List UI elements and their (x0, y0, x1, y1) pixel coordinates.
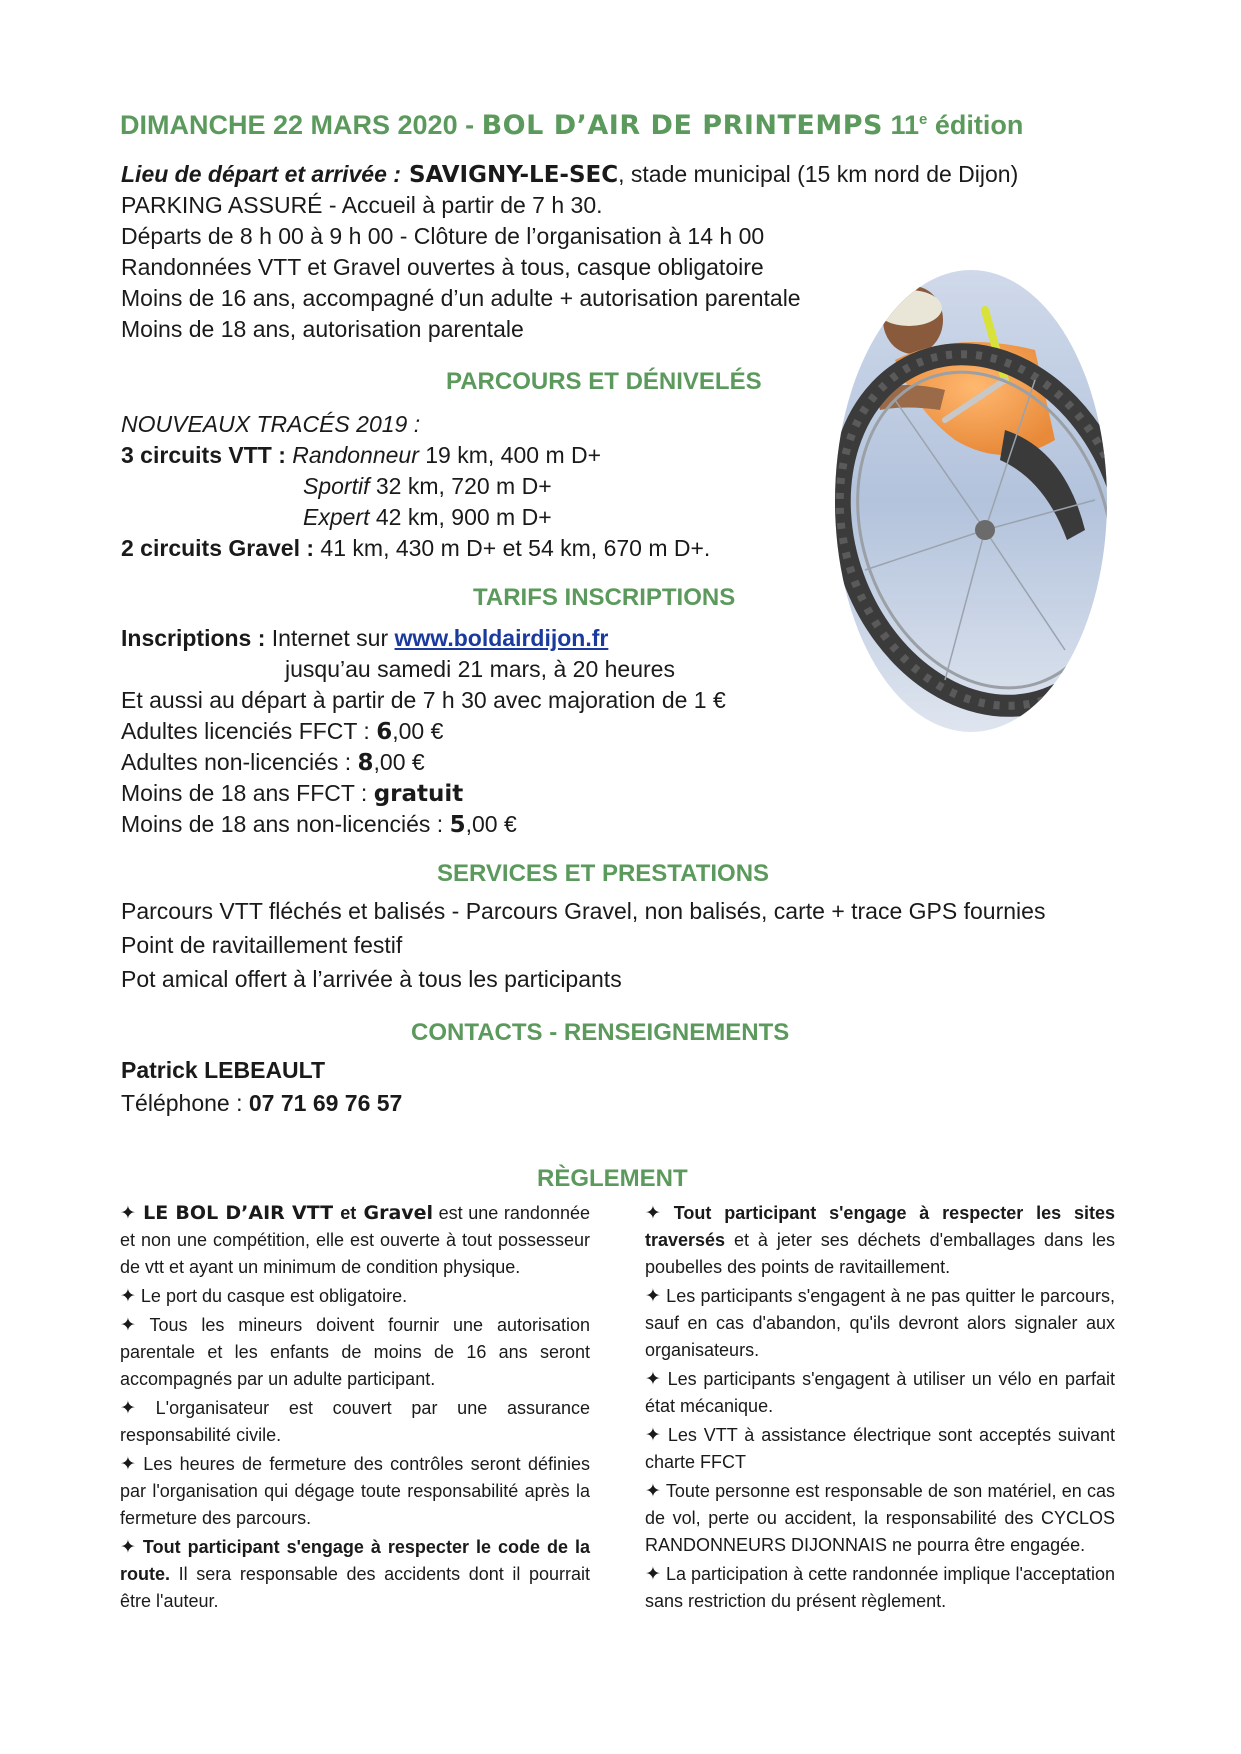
reglement-heading: RÈGLEMENT (537, 1165, 688, 1192)
moins18-ffct-line (121, 778, 463, 810)
reglement-left-text: Le port du casque est obligatoire. (135, 1286, 408, 1306)
title-event: BOL D’AIR DE PRINTEMPS (481, 110, 883, 141)
gravel-detail: 41 km, 430 m D+ et 54 km, 670 m D+. (314, 535, 711, 561)
moins18-line: Moins de 18 ans, autorisation parentale (121, 316, 524, 342)
reglement-right-column (645, 1200, 1115, 1617)
lieu-rest: , stade municipal (15 km nord de Dijon) (618, 161, 1019, 187)
vtt-line-3 (303, 502, 552, 533)
moins18-ffct-value: gratuit (373, 781, 464, 807)
reglement-left-item (120, 1534, 590, 1615)
reglement-right-item (645, 1422, 1115, 1476)
reglement-left-text: Tous les mineurs doivent fournir une autorisation parentale et les enfants de moins de 16 ans seront accompagnés par un adulte participant. (120, 1315, 590, 1389)
parking-line: PARKING ASSURÉ - Accueil à partir de 7 h 30. (121, 192, 603, 218)
moins18-nonlic-cents: ,00 € (465, 811, 517, 837)
reglement-left-item (120, 1395, 590, 1449)
reglement-code-route: Tout participant s'engage à respecter le code de la route. (120, 1537, 590, 1584)
moins18-nonlic-line (121, 809, 517, 841)
reglement-respect-sites: Tout participant s'engage à respecter les sites traversés (645, 1203, 1115, 1250)
gravel-line (121, 533, 710, 564)
bike-photo (835, 270, 1107, 732)
reglement-left-text: Il sera responsable des accidents dont il pourrait être l'auteur. (120, 1564, 590, 1611)
vtt-label: 3 circuits VTT : (121, 442, 286, 468)
reglement-right-text: La participation à cette randonnée implique l'acceptation sans restriction du présent règlement. (645, 1564, 1115, 1611)
circuit-sportif: Sportif (303, 473, 370, 499)
adultes-nonlicencies-cents: ,00 € (373, 749, 425, 775)
adultes-nonlicencies-line (121, 747, 425, 779)
lieu-label: Lieu de départ et arrivée : (121, 161, 401, 187)
reglement-gravel: Gravel (356, 1202, 434, 1224)
moins18-nonlic-label: Moins de 18 ans non-licenciés : (121, 811, 450, 837)
title-edition-sup: e (919, 111, 928, 128)
tarifs-heading: TARIFS INSCRIPTIONS (473, 584, 736, 611)
star-icon: ✦ (120, 1286, 136, 1307)
parcours-heading: PARCOURS ET DÉNIVELÉS (446, 368, 762, 395)
adultes-nonlicencies-price: 8 (357, 750, 374, 776)
contact-name: Patrick LEBEAULT (121, 1057, 326, 1083)
inscriptions-line (121, 623, 608, 654)
star-icon: ✦ (120, 1203, 136, 1224)
reglement-right-text: Les participants s'engagent à utiliser un vélo en parfait état mécanique. (645, 1369, 1115, 1416)
vtt-line-2 (303, 471, 552, 502)
star-icon: ✦ (645, 1564, 661, 1585)
reglement-left-column (120, 1200, 590, 1617)
nouveaux-traces: NOUVEAUX TRACÉS 2019 : (121, 411, 421, 437)
page-title (120, 110, 1023, 141)
inscriptions-until: jusqu’au samedi 21 mars, à 20 heures (285, 656, 675, 682)
reglement-right-item (645, 1561, 1115, 1615)
reglement-right-item (645, 1366, 1115, 1420)
vtt-line-1 (121, 440, 601, 471)
reglement-left-item (120, 1200, 590, 1281)
adultes-licencies-line (121, 716, 443, 748)
inscriptions-label: Inscriptions : (121, 625, 266, 651)
inscriptions-text: Internet sur (265, 625, 395, 651)
reglement-left-item (120, 1283, 590, 1310)
title-edition-word: édition (927, 110, 1024, 140)
reglement-right-text: Les participants s'engagent à ne pas quitter le parcours, sauf en cas d'abandon, qu'ils devront alors signaler aux organisateurs. (645, 1286, 1115, 1360)
adultes-nonlicencies-label: Adultes non-licenciés : (121, 749, 358, 775)
circuit-sportif-detail: 32 km, 720 m D+ (369, 473, 552, 499)
adultes-licencies-label: Adultes licenciés FFCT : (121, 718, 377, 744)
aussi-line: Et aussi au départ à partir de 7 h 30 avec majoration de 1 € (121, 687, 726, 713)
reglement-right-text: Les VTT à assistance électrique sont acceptés suivant charte FFCT (645, 1425, 1115, 1472)
reglement-right-item (645, 1200, 1115, 1281)
star-icon: ✦ (645, 1369, 661, 1390)
departs-line: Départs de 8 h 00 à 9 h 00 - Clôture de l’organisation à 14 h 00 (121, 223, 765, 249)
lieu-line (121, 159, 1018, 191)
services-line-2: Point de ravitaillement festif (121, 932, 403, 958)
moins18-nonlic-price: 5 (449, 812, 466, 838)
gravel-label: 2 circuits Gravel : (121, 535, 315, 561)
contact-phone-line (121, 1088, 402, 1119)
services-line-3: Pot amical offert à l’arrivée à tous les participants (121, 966, 622, 992)
adultes-licencies-cents: ,00 € (392, 718, 444, 744)
reglement-left-text: L'organisateur est couvert par une assurance responsabilité civile. (120, 1398, 590, 1445)
star-icon: ✦ (645, 1286, 661, 1307)
services-heading: SERVICES ET PRESTATIONS (437, 860, 770, 887)
star-icon: ✦ (120, 1315, 136, 1336)
title-date: DIMANCHE 22 MARS 2020 - (120, 110, 482, 140)
title-edition-num: 11 (882, 110, 920, 140)
reglement-left-text: est une randonnée et non une compétition, elle est ouverte à tout possesseur de vtt et ayant un minimum de condition physique. (120, 1203, 590, 1277)
star-icon: ✦ (120, 1537, 136, 1558)
reglement-left-item (120, 1451, 590, 1532)
star-icon: ✦ (120, 1398, 136, 1419)
star-icon: ✦ (645, 1203, 661, 1224)
services-line-1: Parcours VTT fléchés et balisés - Parcours Gravel, non balisés, carte + trace GPS fournies (121, 898, 1046, 924)
lieu-place: SAVIGNY-LE-SEC (400, 162, 619, 188)
reglement-et: et (340, 1203, 357, 1223)
reglement-left-text: Les heures de fermeture des contrôles seront définies par l'organisation qui dégage toute responsabilité après la fermeture des parcours. (120, 1454, 590, 1528)
circuit-expert: Expert (303, 504, 370, 530)
circuit-randonneur: Randonneur (292, 442, 419, 468)
circuit-randonneur-detail: 19 km, 400 m D+ (418, 442, 602, 468)
reglement-left-item (120, 1312, 590, 1393)
phone-number: 07 71 69 76 57 (248, 1090, 403, 1116)
star-icon: ✦ (120, 1454, 136, 1475)
reglement-right-item (645, 1283, 1115, 1364)
reglement-right-text: et à jeter ses déchets d'emballages dans les poubelles des points de ravitaillement. (645, 1230, 1115, 1277)
contacts-heading: CONTACTS - RENSEIGNEMENTS (411, 1019, 790, 1046)
reglement-event-name: LE BOL D’AIR VTT (135, 1202, 341, 1224)
moins18-ffct-label: Moins de 18 ans FFCT : (121, 780, 374, 806)
circuit-expert-detail: 42 km, 900 m D+ (369, 504, 552, 530)
star-icon: ✦ (645, 1425, 661, 1446)
star-icon: ✦ (645, 1481, 661, 1502)
phone-label: Téléphone : (121, 1090, 249, 1116)
website-link[interactable]: www.boldairdijon.fr (394, 625, 609, 651)
moins16-line: Moins de 16 ans, accompagné d’un adulte + autorisation parentale (121, 285, 801, 311)
randonnees-line: Randonnées VTT et Gravel ouvertes à tous, casque obligatoire (121, 254, 764, 280)
reglement-right-item (645, 1478, 1115, 1559)
reglement-right-text: Toute personne est responsable de son matériel, en cas de vol, perte ou accident, la responsabilité des CYCLOS RANDONNEURS DIJONNAIS ne pourra être engagée. (645, 1481, 1115, 1555)
adultes-licencies-price: 6 (376, 719, 393, 745)
